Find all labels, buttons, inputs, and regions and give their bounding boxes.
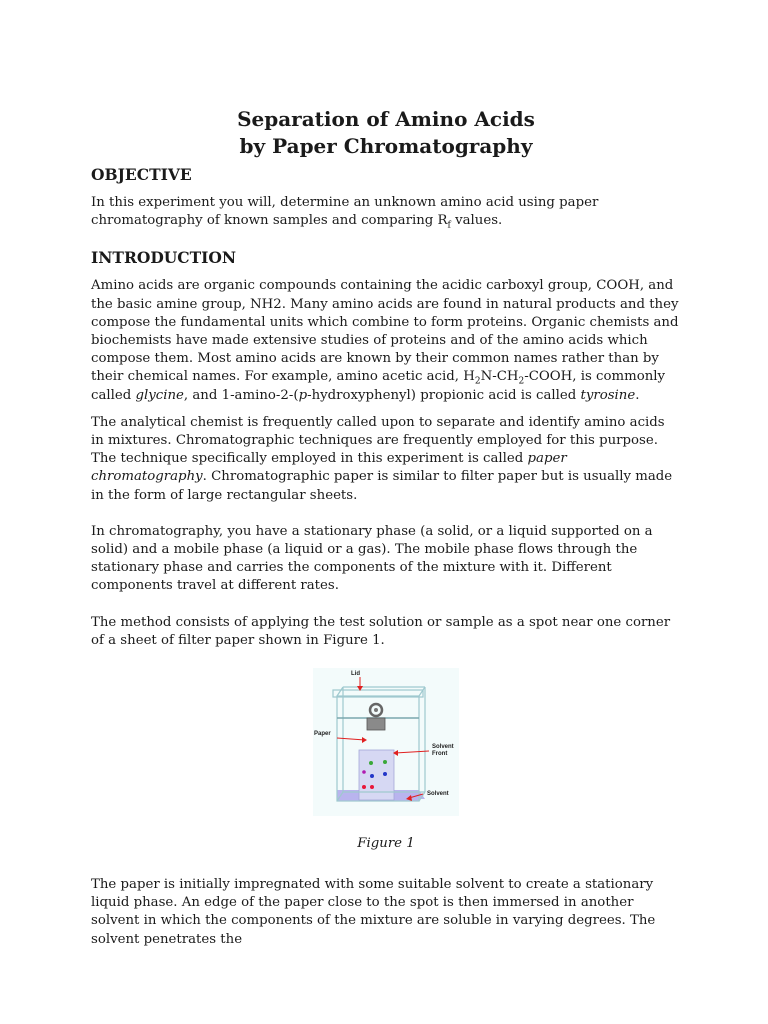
introduction-heading: INTRODUCTION: [91, 248, 237, 268]
objective-text: In this experiment you will, determine an unknown amino acid using paper chromatography of known samples and comparing R: [91, 195, 599, 229]
figure-caption: Figure 1: [357, 836, 415, 852]
figure-1: [91, 668, 681, 851]
clip-center: [374, 708, 378, 712]
spot-green-1: [369, 761, 373, 765]
spot-red-2: [370, 785, 374, 789]
intro-paragraph-3: In chromatography, you have a stationary phase (a solid, or a liquid supported on a solid) and a mobile phase (a liquid or a gas). The mobile phase flows through the stationary phase and carries the components of the mixture with it. Different components travel at different rates.: [91, 523, 653, 594]
subscript-2: 2: [474, 377, 481, 388]
intro-p1-text-f: .: [635, 387, 640, 403]
label-solvent-front-2: Front: [432, 751, 448, 758]
intro-paragraph-4: The method consists of applying the test solution or sample as a spot near one corner of a sheet of filter paper shown in Figure 1.: [91, 614, 671, 648]
intro-p1-text-b: N-CH: [480, 369, 519, 385]
objective-heading: OBJECTIVE: [91, 165, 192, 184]
intro-p1-text-c: -COOH, is commonly called: [91, 369, 666, 403]
intro-p2-text-a: The analytical chemist is frequently called upon to separate and identify amino acids in mixtures. Chromatographic techniques are frequently employed for this purpose. The technique specifically employed in this experiment is called: [91, 414, 665, 467]
glycine-term: glycine: [135, 387, 184, 403]
document-content: [91, 106, 681, 958]
title-line-1: Separation of Amino Acids: [237, 107, 535, 131]
intro-p1-text-e: -hydroxyphenyl) propionic acid is called: [307, 387, 581, 403]
rf-subscript: f: [447, 220, 451, 231]
chromatography-chamber-diagram: [313, 668, 459, 816]
intro-p2-text-b: . Chromatographic paper is similar to filter paper but is usually made in the form of large rectangular sheets.: [91, 469, 673, 503]
intro-p1-text-d: , and 1-amino-2-(: [183, 387, 299, 403]
subscript-2: 2: [518, 377, 525, 388]
intro-paragraph-2: [91, 414, 681, 505]
spot-blue-2: [383, 772, 387, 776]
objective-text-end: values.: [450, 213, 503, 229]
para-prefix: p: [298, 387, 308, 403]
label-solvent-front-1: Solvent: [432, 744, 454, 751]
label-solvent: Solvent: [427, 791, 449, 798]
paper-chromatography-term: paper chromatography: [91, 451, 567, 485]
label-lid: Lid: [351, 671, 360, 678]
tyrosine-term: tyrosine: [580, 387, 636, 403]
title-line-2: by Paper Chromatography: [239, 134, 533, 158]
spot-red-1: [362, 785, 366, 789]
page-title: [91, 106, 681, 160]
intro-p1-text-a: Amino acids are organic compounds containing the acidic carboxyl group, COOH, and the basic amine group, NH2. Many amino acids are found in natural products and they compose the fundamental units which combine to form proteins. Organic chemists and biochemists have made extensive studies of proteins and of the amino acids which compose them. Most amino acids are known by their common names rather than by their chemical names. For example, amino acetic acid, H: [91, 278, 679, 385]
label-paper: Paper: [314, 731, 331, 738]
spot-green-2: [383, 760, 387, 764]
spot-blue-1: [370, 774, 374, 778]
spot-magenta: [362, 770, 366, 774]
paper-clip: [367, 718, 385, 730]
objective-paragraph: [91, 194, 681, 230]
intro-paragraph-1: [91, 277, 681, 404]
intro-paragraph-5: The paper is initially impregnated with some suitable solvent to create a stationary liquid phase. An edge of the paper close to the spot is then immersed in another solvent in which the components of the mixture are soluble in varying degrees. The solvent penetrates the: [91, 877, 656, 947]
